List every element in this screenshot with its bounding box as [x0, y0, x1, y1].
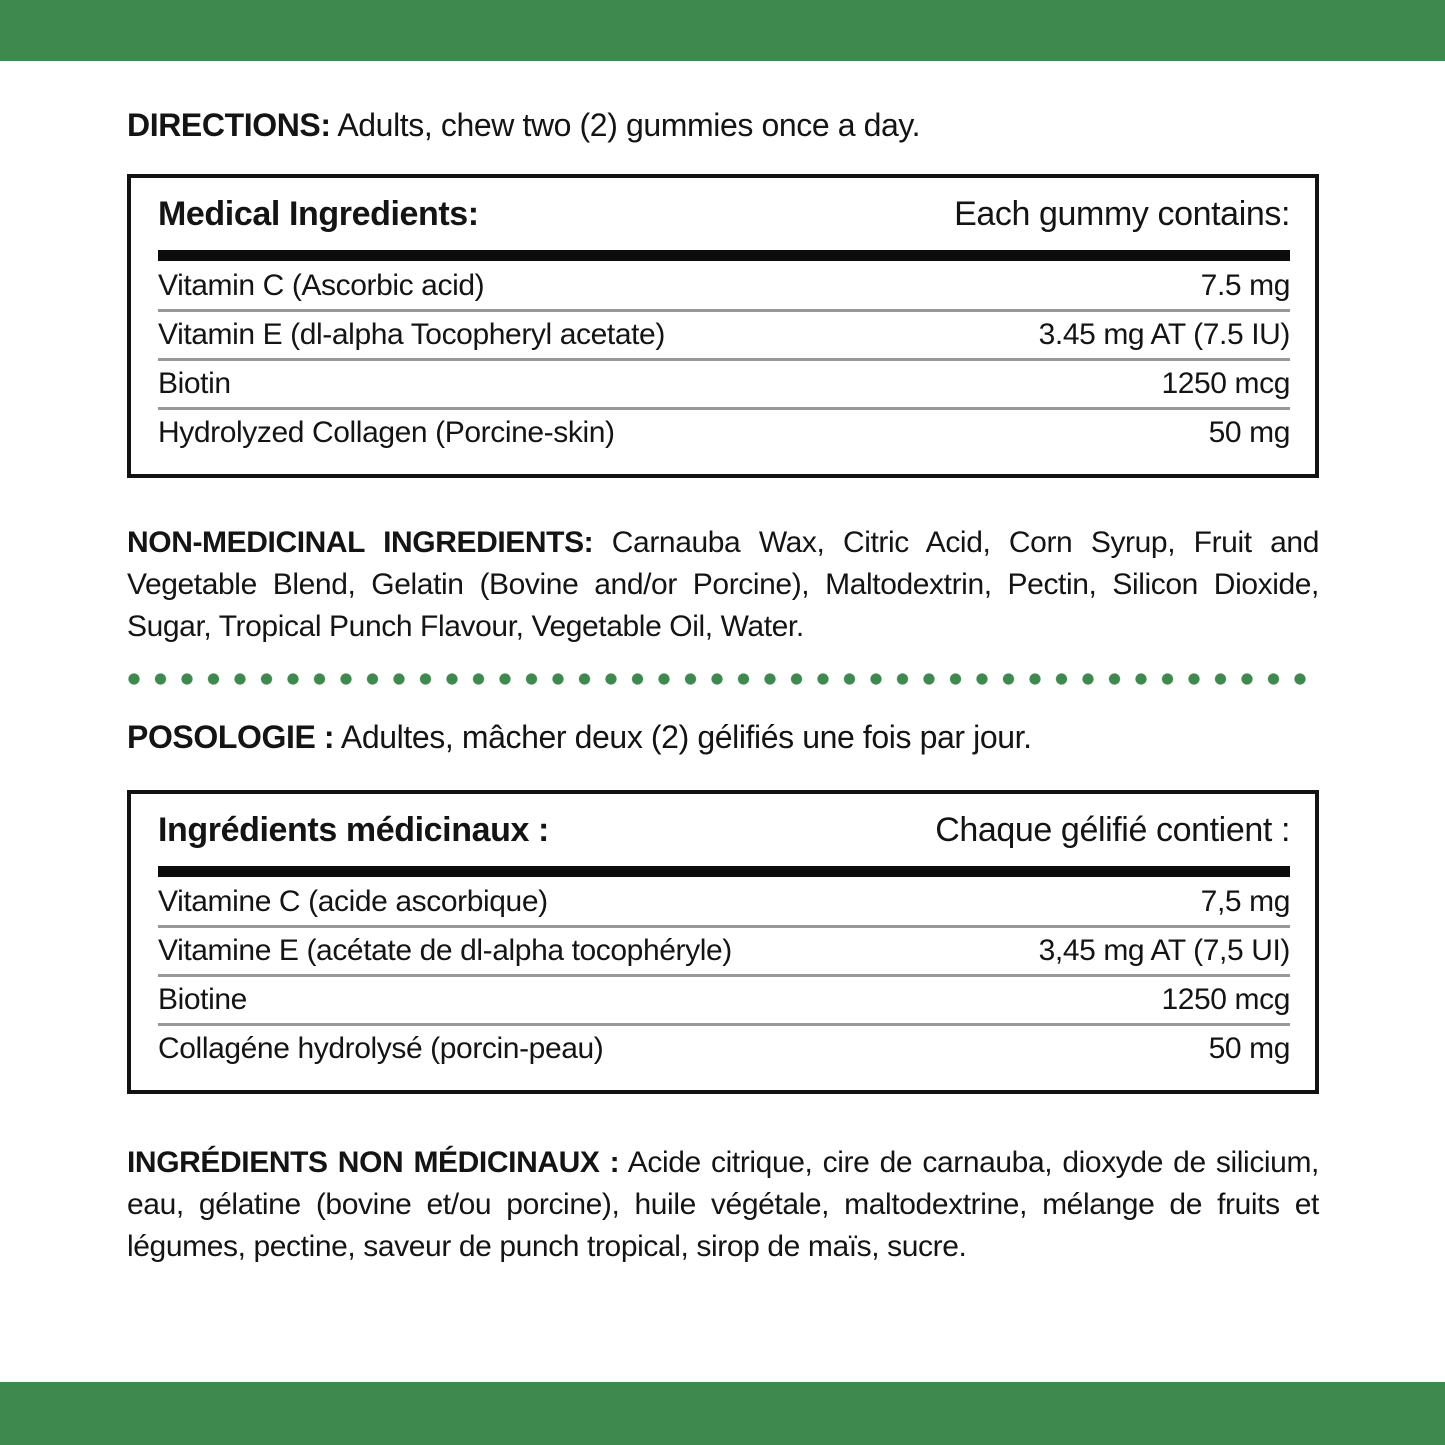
ingredient-amount: 50 mg: [1208, 416, 1290, 449]
non-medicinal-text-fr: Acide citrique, cire de carnauba, dioxyde de silicium, eau, gélatine (bovine et/ou porcine), huile végétale, maltodextrine, mélange de fruits et légumes, pectine, saveur de punch tropical, sirop de maïs, sucre.: [127, 1146, 1319, 1263]
medical-ingredients-table-fr: [127, 790, 1319, 1094]
table-subtitle-en: Each gummy contains:: [954, 195, 1290, 233]
non-medicinal-text-en: Carnauba Wax, Citric Acid, Corn Syrup, Fruit and Vegetable Blend, Gelatin (Bovine and/or Porcine), Maltodextrin, Pectin, Silicon Dioxide, Sugar, Tropical Punch Flavour, Vegetable Oil, Water.: [127, 526, 1319, 643]
ingredient-amount: 3.45 mg AT (7.5 IU): [1038, 318, 1290, 351]
ingredient-amount: 7,5 mg: [1200, 885, 1290, 918]
non-medicinal-paragraph-en: [127, 522, 1319, 648]
ingredient-amount: 7.5 mg: [1200, 269, 1290, 302]
non-medicinal-label-en: NON-MEDICINAL INGREDIENTS:: [127, 526, 594, 559]
ingredient-name: Hydrolyzed Collagen (Porcine-skin): [158, 416, 615, 449]
top-green-bar: [0, 0, 1445, 61]
table-row: [158, 925, 1290, 974]
table-header-rule-fr: [158, 866, 1290, 877]
ingredient-amount: 50 mg: [1208, 1032, 1290, 1065]
table-subtitle-fr: Chaque gélifié contient :: [935, 811, 1290, 849]
table-header-fr: [158, 808, 1290, 852]
table-row: [158, 263, 1290, 309]
ingredient-amount: 3,45 mg AT (7,5 UI): [1038, 934, 1290, 967]
directions-text-en: Adults, chew two (2) gummies once a day.: [337, 107, 921, 143]
directions-label-en: DIRECTIONS:: [127, 107, 331, 143]
table-rows-en: [158, 263, 1290, 456]
ingredient-name: Collagéne hydrolysé (porcin-peau): [158, 1032, 604, 1065]
table-row: [158, 1023, 1290, 1072]
table-row: [158, 879, 1290, 925]
ingredient-name: Biotin: [158, 367, 231, 400]
label-content: [127, 61, 1319, 1268]
table-title-en: Medical Ingredients:: [158, 195, 479, 233]
directions-line-fr: [127, 718, 1319, 756]
ingredient-amount: 1250 mcg: [1161, 983, 1290, 1016]
directions-text-fr: Adultes, mâcher deux (2) gélifiés une fois par jour.: [340, 719, 1032, 755]
table-rows-fr: [158, 879, 1290, 1072]
ingredient-name: Vitamine E (acétate de dl-alpha tocophéryle): [158, 934, 732, 967]
dotted-divider: [127, 672, 1319, 686]
non-medicinal-paragraph-fr: [127, 1142, 1319, 1268]
table-row: [158, 974, 1290, 1023]
table-header-rule-en: [158, 250, 1290, 261]
directions-line-en: [127, 106, 1319, 144]
non-medicinal-label-fr: INGRÉDIENTS NON MÉDICINAUX :: [127, 1146, 620, 1179]
ingredient-name: Vitamin C (Ascorbic acid): [158, 269, 485, 302]
ingredient-name: Vitamine C (acide ascorbique): [158, 885, 548, 918]
table-row: [158, 358, 1290, 407]
table-row: [158, 407, 1290, 456]
ingredient-name: Vitamin E (dl-alpha Tocopheryl acetate): [158, 318, 665, 351]
medical-ingredients-table-en: [127, 174, 1319, 478]
bottom-green-bar: [0, 1382, 1445, 1445]
ingredient-amount: 1250 mcg: [1161, 367, 1290, 400]
directions-label-fr: POSOLOGIE :: [127, 719, 335, 755]
table-row: [158, 309, 1290, 358]
table-header-en: [158, 192, 1290, 236]
table-title-fr: Ingrédients médicinaux :: [158, 811, 549, 849]
ingredient-name: Biotine: [158, 983, 247, 1016]
